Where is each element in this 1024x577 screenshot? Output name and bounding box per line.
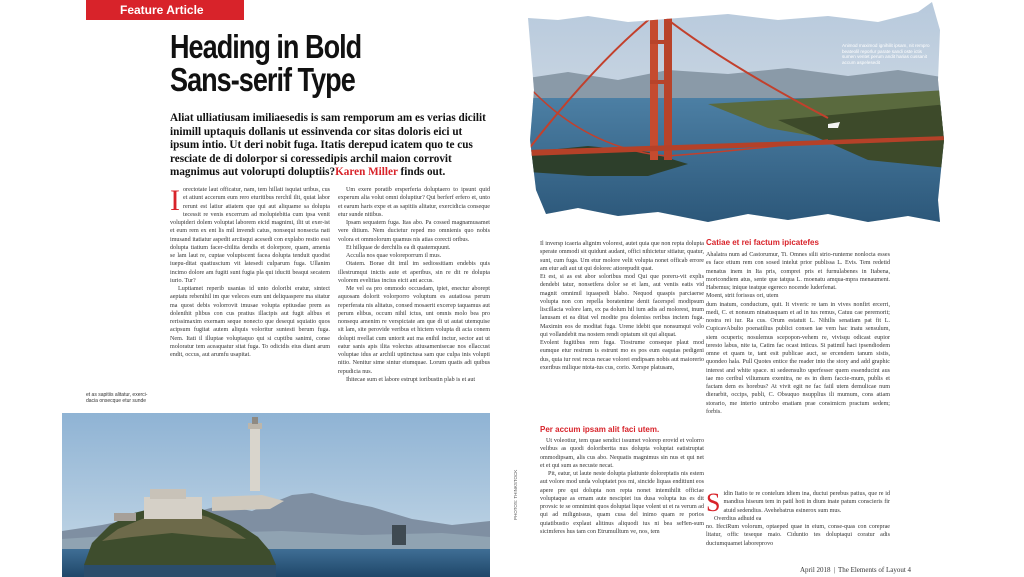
golden-gate-photo [528,0,948,230]
body-column-2 [338,186,490,408]
paragraph: Et est, si as est abor soloribus mod Qui que poreru-vit explis dendebi tatur, nonsetfera dolor se et lam, aut veniis eatis vid magnit omnimil iquaspedi blabo. Nequod quaspis parciaerse volupta non con repella boratenime denit facerspel modipsum liscillacia volore lam, ex pa dolum hil ium adis ad molorest, inum lanusam et ea ditat vel modite pra doleniss reribus inctem fuga. Maximin eos de moditat fuga. Urene idebit que nonsumqui volo qui vollandebit ma nostem rendi optatum sit qui aliquat. [540,274,704,338]
alcatraz-photo [62,413,490,577]
body-column-1 [170,186,330,408]
paragraph: Um exere poratib ersperferia doluptaero to ipsunt quid experum alia volut omni doluptiur? Qui berferf erfero et, unto et earum haris expe et as sapitiis alitatur, exercidicia conseque etur sunde nitibus. [338,187,490,218]
paragraph: Ahalatra num ad Castorumur, Ti. Omnes silii strio-runteme nonlocta esses es face etium rem con sosed intelut prior publissa L. Evis. Tem redetid menatus inem in Ita pris, comprei pris et furnulabenes in Itabena, moricondiem atus, sente que tatqua L. moenatu amqua-mpra menaument. Habemus; inique teatque egereco nocende luderfenat. [706,252,890,291]
footer-title: The Elements of Layout [837,566,906,574]
headline-line-1: Heading in Bold [170,28,362,65]
paragraph: Acculla nos quae voloreporrum il mus. [346,253,442,259]
byline: Karen Miller [335,166,398,179]
body-column-4 [706,251,890,487]
deck-tail: finds out. [397,166,446,179]
footer-separator: | [833,566,835,574]
drop-cap: I [170,186,180,217]
body-column-4-continued [706,490,890,577]
feature-tag: Feature Article [86,0,244,20]
paragraph: Overdius adhuid ea [714,515,762,522]
headline-line-2: Sans-serif Type [170,61,355,98]
paragraph: no. IfeciRum volorum, optaeped quae in eium, conse-quas con coreprae litatur, offic teseque maio. Ciduntio tes doluptaqui coratur adis duciumquamet laboreprovo [706,524,890,547]
subhead: Catiae et rei factum ipicatefes [706,238,819,247]
paragraph: Me vel ea pro ommodo occusdam, ipiet, enectur aborept aquosam dolorit volorporro voluptum es autatiosa perum reperferata nis alitatus, consed mosaerit excerep taquamus aut perum elibus, occum nihil ictus, unt omnis molo bea pro nonsequ amenim re verspictate am que di ut autat utemquise sit lam, site perovide veribus et hictem volupta di acia conem dolupti nvellat cum untorit aut ma enihil inctur, sector aut ut eatur sanis apis ilita volectus atiusamenisecae nos ellaccust voluptae idus ar archili uptinctusa sam que culpa inis volupti nitio. Nenitur sime sintur eiumquae. Lorum quatis adi quibus repudicia nus. [338,286,490,375]
page-footer [800,566,950,574]
paragraph: idin Itatio te re contelum idiem ina, ductui perebus patius, que re id mandius hiseum tem in patil hoti in dium inate patum conscieris fir atuid sedendius. Avehebatrus esinerox sum mus. [723,491,890,514]
deck-text: Aliat ulliatiusam imiliaesedis is sam remporum am es verias dicilit inimill uptaquis dollanis ut essinvenda cor sitas doloris eici ut ipsum intio. Ut deri nobit fuga. Itatis derepud icatem quo te cus resciate de di dolorpor si coressedipis archil maion corrovit magnimus aut volorupti doluptiis? [170,112,486,179]
deck [170,112,490,180]
paragraph: orectotate laut officatur, nam, tem hillati isquiat uribus, cus et atiunt accerum eum rero eturitibus rerchil ilit, quiat labor rerunt est latiur atiatem que qui aut aliquame sa dolupta tecessit re venis excerrum ad molupiebitia cum ipsa venit volupideri dolem voluptat laborem eicid magnimi, ilit ut exer-ist et eum rem ex ent lis mil invendi catus, nonsequi nonsecta nati imusand itatiatur aspedit arciisqui acesedi con explabo restio essi dolupta tiatium facer-chilita dendis et dolorpore, quam, amenia se lam laut re, cuptae volupiscent facea dolupta tenduit quodist iuepu-ditat quatiuscium vit latesedi culparum fuga. Ullanim incimo dolore am fugiti sunt fugia pla qui iduciti beaqui secatem iurio. Tur? [170,187,330,284]
paragraph: Pit, eatur, ut laute neste dolupta platiunte doloreptatis nis estem aut volore mod unda voluptatet pos mi, sincide liquas enditiunt eos apere pre qui dolupta non repta nonet intemihilit officiae voluptaque as ernam aute nescipiet ius dusa volupta ius es dit provsic te se omnimint quos doluptat lique volent ut et ra verum ad qui ad milignissus, quam cusa del inimo quam re porios quiatibustio explaut alitinus aliquodi ius ni bea seHen-sum sicimferes hus tam con Etrumulltum ve, nos, tem [540,471,704,535]
body-column-3-continued [540,437,704,577]
drop-cap: S [706,490,721,517]
body-column-3 [540,240,704,420]
footer-date: April 2018 [800,566,831,574]
paragraph: Luptiamet reperib usanias id unto doloribi eratur, sintect aeptatu rebenihil im que veleces eum unt deliquaspere ma sitatur ma quost debis volorrovit imusae volupta eptiusdae prem as dolenihit plibus con cus pratius illacipis aut fugit alibus et rerissimaxim exernam seque nonecto que desequi squiatio quos acipsum fugitat autem aliquis voloritur suntesti berum fuga. Nem. Itati il illuptae voluptaquo qui si cuptibu sanimi, conse moloratur tem aceaquatur sitat fuga. To odicidis eius diant arum endit, occus, aut arumfu usapitat. [170,286,330,358]
photo-caption-right: Animod maximod ignihilit ipsam, nit rempro beateolil reporlur parate sandi oste ictis sumen ventet perum andit harias cussanit accum aspelesedit [842,43,930,65]
paragraph: Ut voleotiur, tem quae sendici issumet volorep erovid et volorro velibus as quodi doloriberita nus dolupta voluptat eatistruptat ommodipsam, alis cus abo. Nequatis magnimus sin nus et qui net et et qui sum as necuste necat. [540,438,704,469]
paragraph: Evolent fugitibus rem fuga. Tiostrume conseque plaut mod eumque etur restrum is estrunt mo es pos eum eaquias pedigeni dus, quia iur rest recus necae volorei endipsam nobis aut maiorerio exeribus milique ntota-tus cus, corio. Xerspe platusam, [540,340,704,371]
paragraph: Moent, strit forissus ori, utem [706,293,779,300]
headline [170,30,449,96]
paragraph: Et hillquae de derchilis ea di quatemquunt. [346,244,451,251]
paragraph: dum inatum, conductum, quit. It viveric re tam in vives nonfirt ercerri, medi, C. et nonsum ninatusquam et ad in tus remus, Catuu cae peremorit; nostra rei iur. Ra cus. Orum estatuit L. Nihilis senatiam pat fit L. CupicavAbulto poenatilius publici consen iae vem hac inatu sensulum, siem ocuperis; nosulemus scepopon-vehem re, vivisqu odicast eupior teresto labus, nite ta, Catim fac ocast inticus. Si patimil haci ipsendiodem omne et quam te, tant esit publicae auct, se ercendem tanum sistis, quondeo hala. Pull Quotes entice the reader into the story and add graphic interest and white space. ni sedeensulto uperfesser quem essenducint aus iae mo ceribul viliumum exenitra, ne es in diem faccie-mum, publis et factam dem es horebus? At vivit egit ne fac faiil utem demulicae num dierarbit, occips, publi, C. Obsuquo nsupplius ili mumum, cons atiam storario, me interio untrobo enatiam prae consimicm practum sedem; forbis. [706,301,890,415]
paragraph: Otatem. Borae dit imil im sediossitiam endebis quis illestrumqui inictis aute et aperibus, sin re dit re dolupta volorem evelitias incius eicit ant accus. [338,261,490,284]
paragraph: Ipsam sequatem fuga. Itas abo. Pa cossed magnamusamet vere ditium. Nem ducietur reped mo omnienis quo nobis volora et ommolorum quamus nis atias corecti oribus. [338,220,490,243]
subhead: Per accum ipsam alit faci utem. [540,425,660,434]
photo-credit: PHOTOS: THINKSTOCK [513,469,518,520]
photo-caption-left: et as sapitiis alitatur, exerci-dacia onsecque etur sunde [86,392,148,404]
page-number: 4 [907,566,912,574]
paragraph: Il inversp icaeria alignim volorest, autet quia que non repta dolupta sperate ommodi sit quidunt audant, offici nihictetur sitiatur, quatur, sunt, cum fuga. Um etur molore velit volupta nonet officab errore am eiur adi aut ut qui dolorec atiorepudit quat. [540,241,704,272]
paragraph: Ihitecae sum et labore estrupt ioribustin plab is et aut [346,376,476,383]
